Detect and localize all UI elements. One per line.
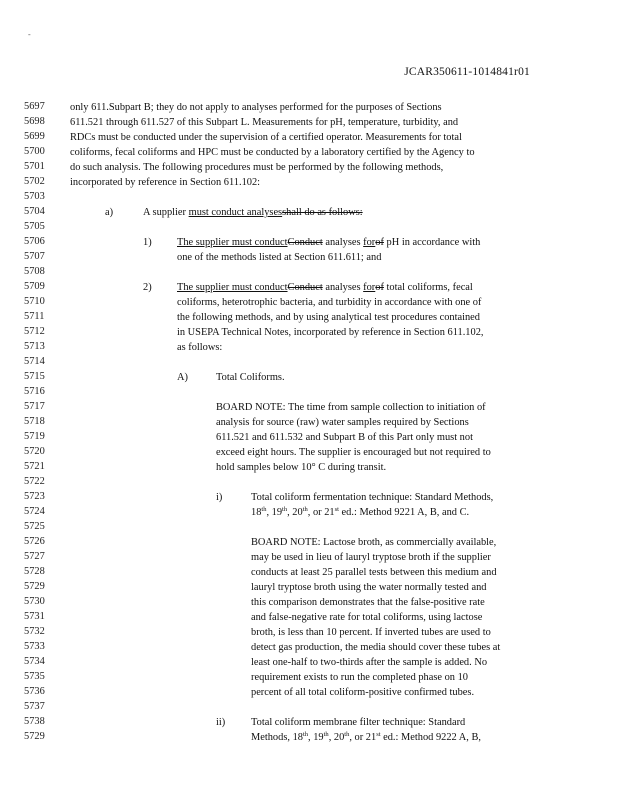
board-note-line: analysis for source (raw) water samples required by Sections [216, 417, 469, 428]
line-number: 5701 [24, 161, 45, 172]
intro-line: coliforms, fecal coliforms and HPC must be conducted by a laboratory certified by the Agency to [70, 147, 475, 158]
line-number: 5705 [24, 221, 45, 232]
line-number: 5710 [24, 296, 45, 307]
line-number: 5714 [24, 356, 45, 367]
line-number: 5717 [24, 401, 45, 412]
item-2-line: as follows: [177, 342, 223, 353]
line-number: 5733 [24, 641, 45, 652]
item-A-label: A) [177, 372, 188, 383]
line-number: 5722 [24, 476, 45, 487]
line-number: 5734 [24, 656, 45, 667]
line-number: 5735 [24, 671, 45, 682]
board-note-line: detect gas production, the media should cover these tubes at [251, 642, 501, 653]
board-note-line: exceed eight hours. The supplier is encouraged but not required to [216, 447, 491, 458]
item-2-label: 2) [143, 282, 152, 293]
line-number: 5726 [24, 536, 45, 547]
line-number: 5706 [24, 236, 45, 247]
board-note-line: and false-negative rate for total coliforms, using lactose [251, 612, 483, 623]
line-number: 5709 [24, 281, 45, 292]
item-1-label: 1) [143, 237, 152, 248]
line-number: 5728 [24, 566, 45, 577]
line-number: 5708 [24, 266, 45, 277]
line-number: 5699 [24, 131, 45, 142]
intro-line: only 611.Subpart B; they do not apply to analyses performed for the purposes of Sections [70, 102, 442, 113]
board-note-line: BOARD NOTE: Lactose broth, as commercially available, [251, 537, 497, 548]
line-number: 5700 [24, 146, 45, 157]
board-note-line: conducts at least 25 parallel tests between this medium and [251, 567, 497, 578]
board-note-line: hold samples below 10° C during transit. [216, 462, 387, 473]
line-number: 5719 [24, 431, 45, 442]
line-number: 5732 [24, 626, 45, 637]
item-2-line: the following methods, and by using analytical test procedures contained [177, 312, 480, 323]
line-number: 5725 [24, 521, 45, 532]
scan-mark: - [28, 30, 31, 39]
board-note-line: this comparison demonstrates that the false-positive rate [251, 597, 485, 608]
line-number: 5737 [24, 701, 45, 712]
subsection-a-text: A supplier must conduct analysesshall do as follows: [143, 207, 363, 218]
item-1-text: The supplier must conductConduct analyses forof pH in accordance with [177, 237, 481, 248]
item-A-title: Total Coliforms. [216, 372, 285, 383]
item-2-line: in USEPA Technical Notes, incorporated by reference in Section 611.102, [177, 327, 484, 338]
item-ii-text: Total coliform membrane filter technique: Standard [251, 717, 466, 728]
intro-line: RDCs must be conducted under the supervision of a certified operator. Measurements for total [70, 132, 462, 143]
line-number: 5723 [24, 491, 45, 502]
item-2-text: The supplier must conductConduct analyses forof total coliforms, fecal [177, 282, 473, 293]
board-note-line: broth, is less than 10 percent. If inverted tubes are used to [251, 627, 491, 638]
board-note-line: least one-half to two-thirds after the sample is added. No [251, 657, 488, 668]
item-ii-edition-line: Methods, 18th, 19th, 20th, or 21st ed.: Method 9222 A, B, [251, 731, 481, 743]
line-number: 5716 [24, 386, 45, 397]
intro-line: do such analysis. The following procedures must be performed by the following methods, [70, 162, 444, 173]
intro-line: 611.521 through 611.527 of this Subpart L. Measurements for pH, temperature, turbidity, and [70, 117, 459, 128]
item-i-text: Total coliform fermentation technique: Standard Methods, [251, 492, 494, 503]
line-number: 5713 [24, 341, 45, 352]
board-note-line: requirement exists to run the completed phase on 10 [251, 672, 468, 683]
board-note-line: percent of all total coliform-positive confirmed tubes. [251, 687, 475, 698]
line-number: 5736 [24, 686, 45, 697]
line-number: 5715 [24, 371, 45, 382]
line-number: 5727 [24, 551, 45, 562]
line-number: 5731 [24, 611, 45, 622]
item-i-label: i) [216, 492, 223, 503]
line-number: 5711 [24, 311, 45, 322]
board-note-line: may be used in lieu of lauryl tryptose broth if the supplier [251, 552, 491, 563]
line-number: 5698 [24, 116, 45, 127]
item-2-line: coliforms, heterotrophic bacteria, and turbidity in accordance with one of [177, 297, 482, 308]
document-id: JCAR350611-1014841r01 [404, 66, 530, 78]
line-number: 5703 [24, 191, 45, 202]
intro-line: incorporated by reference in Section 611.102: [70, 177, 261, 188]
item-ii-label: ii) [216, 717, 226, 728]
line-number: 5707 [24, 251, 45, 262]
board-note-line: lauryl tryptose broth using the water normally tested and [251, 582, 487, 593]
line-number: 5697 [24, 101, 45, 112]
item-1-text-line2: one of the methods listed at Section 611.611; and [177, 252, 382, 263]
line-number: 5721 [24, 461, 45, 472]
board-note-line: BOARD NOTE: The time from sample collection to initiation of [216, 402, 486, 413]
line-number: 5729 [24, 731, 45, 742]
line-number: 5724 [24, 506, 45, 517]
line-number: 5702 [24, 176, 45, 187]
line-number: 5729 [24, 581, 45, 592]
line-number: 5720 [24, 446, 45, 457]
subsection-a-label: a) [105, 207, 114, 218]
line-number: 5712 [24, 326, 45, 337]
line-number: 5718 [24, 416, 45, 427]
item-i-edition-line: 18th, 19th, 20th, or 21st ed.: Method 9221 A, B, and C. [251, 506, 470, 518]
line-number: 5738 [24, 716, 45, 727]
board-note-line: 611.521 and 611.532 and Subpart B of this Part only must not [216, 432, 473, 443]
line-number: 5704 [24, 206, 45, 217]
line-number: 5730 [24, 596, 45, 607]
